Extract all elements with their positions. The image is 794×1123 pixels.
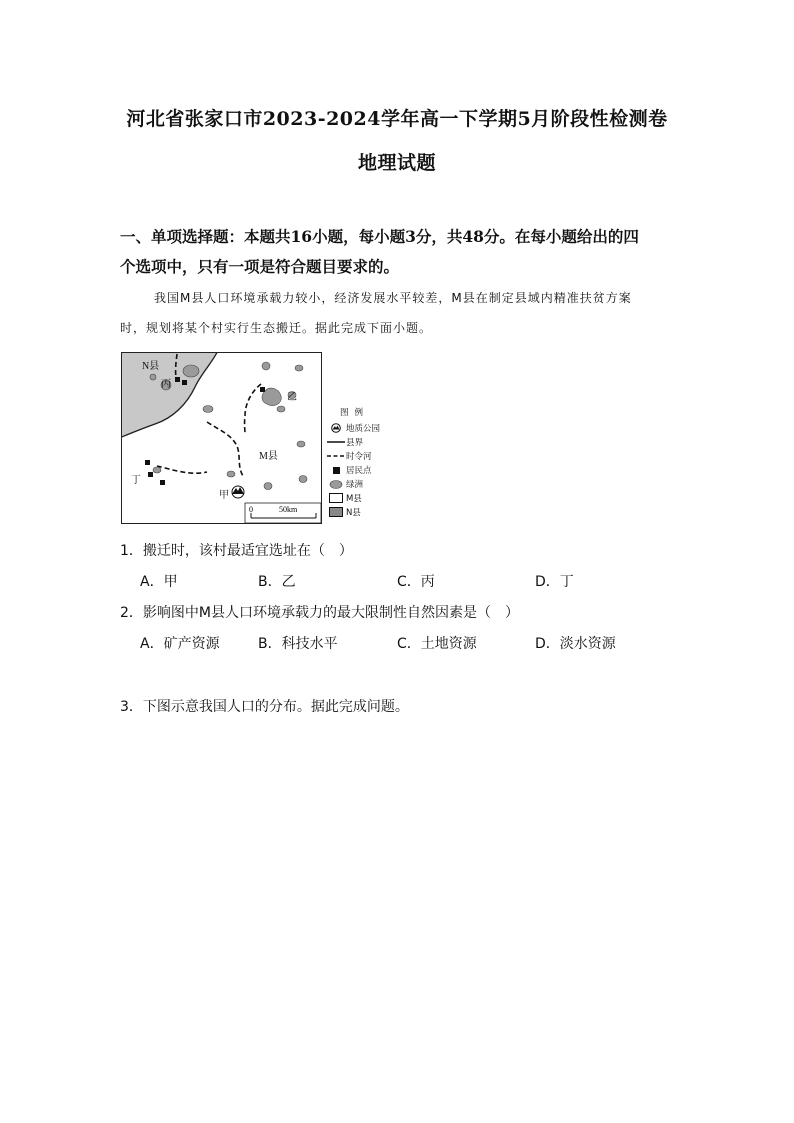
section-heading-line1: 一、单项选择题：本题共16小题，每小题3分，共48分。在每小题给出的四 <box>120 227 639 246</box>
county-map <box>121 352 323 524</box>
question-1-stem: 1．搬迁时，该村最适宜选址在（ ） <box>120 543 353 559</box>
legend-item-oasis <box>326 477 406 491</box>
oasis <box>183 365 199 377</box>
scale-zero: 0 <box>249 505 253 514</box>
scale-bar <box>245 503 321 523</box>
q2-option-d[interactable]: D．淡水资源 <box>535 636 616 652</box>
legend-item-boundary <box>326 435 406 449</box>
legend-label: 地质公园 <box>346 424 381 434</box>
jia-label: 甲 <box>219 490 229 501</box>
boundary-line-icon <box>326 440 346 444</box>
q1-option-c[interactable]: C．丙 <box>397 574 435 590</box>
yi-label: 乙 <box>287 392 297 403</box>
legend-item-geopark <box>326 421 406 435</box>
oasis <box>150 374 156 380</box>
section-heading-line2: 个选项中，只有一项是符合题目要求的。 <box>120 257 400 276</box>
white-box-icon <box>326 493 346 503</box>
oasis <box>153 467 161 473</box>
legend-item-settlement <box>326 463 406 477</box>
oasis <box>299 476 307 483</box>
map-legend <box>326 406 406 519</box>
legend-item-n-county <box>326 505 406 519</box>
passage-line2: 时，规划将某个村实行生态搬迁。据此完成下面小题。 <box>120 321 433 335</box>
settlement <box>182 380 187 385</box>
scale-distance: 50km <box>279 505 298 514</box>
seasonal-river-ding <box>157 466 207 473</box>
oasis <box>297 441 305 447</box>
q2-option-b[interactable]: B．科技水平 <box>258 636 338 652</box>
section-heading <box>120 222 680 282</box>
legend-label: 居民点 <box>346 466 372 476</box>
q1-option-b[interactable]: B．乙 <box>258 574 296 590</box>
geopark-icon <box>232 486 244 498</box>
legend-label: 县界 <box>346 438 364 448</box>
page-subtitle: 地理试题 <box>357 152 436 174</box>
seasonal-river-center <box>207 422 243 476</box>
n-county-region <box>122 353 218 438</box>
q1-option-a[interactable]: A．甲 <box>140 574 178 590</box>
dashed-river-icon <box>326 454 346 458</box>
legend-item-m-county <box>326 491 406 505</box>
m-county-label: M县 <box>259 451 278 462</box>
oasis <box>295 365 303 371</box>
settlement <box>175 377 180 382</box>
settlement <box>160 480 165 485</box>
passage-line1: 我国M县人口环境承载力较小，经济发展水平较差，M县在制定县域内精准扶贫方案 <box>154 291 632 305</box>
oasis <box>227 471 235 477</box>
seasonal-river-yi <box>245 384 261 434</box>
geopark-icon <box>326 423 346 433</box>
q2-option-c[interactable]: C．土地资源 <box>397 636 477 652</box>
oasis-icon <box>326 480 346 489</box>
legend-label: 绿洲 <box>346 480 364 490</box>
n-county-label: N县 <box>142 361 160 372</box>
page-title: 河北省张家口市2023-2024学年高一下学期5月阶段性检测卷 <box>126 108 668 130</box>
settlement <box>145 460 150 465</box>
legend-label: 时令河 <box>346 452 372 462</box>
reading-passage <box>120 283 680 343</box>
oasis <box>264 483 272 490</box>
q1-option-d[interactable]: D．丁 <box>535 574 574 590</box>
oasis <box>277 406 285 412</box>
settlement <box>260 387 265 392</box>
gray-box-icon <box>326 507 346 517</box>
settlement <box>148 472 153 477</box>
legend-label: M县 <box>346 494 362 504</box>
legend-item-river <box>326 449 406 463</box>
oasis <box>262 362 270 370</box>
legend-label: N县 <box>346 508 361 518</box>
legend-title: 图例 <box>340 408 370 418</box>
q2-option-a[interactable]: A．矿产资源 <box>140 636 220 652</box>
question-2-stem: 2．影响图中M县人口环境承载力的最大限制性自然因素是（ ） <box>120 605 519 621</box>
oasis <box>203 406 213 413</box>
question-3-stem: 3．下图示意我国人口的分布。据此完成问题。 <box>120 699 409 715</box>
settlement-square-icon <box>326 467 346 474</box>
bing-label: 丙 <box>161 379 171 390</box>
ding-label: 丁 <box>131 475 141 486</box>
